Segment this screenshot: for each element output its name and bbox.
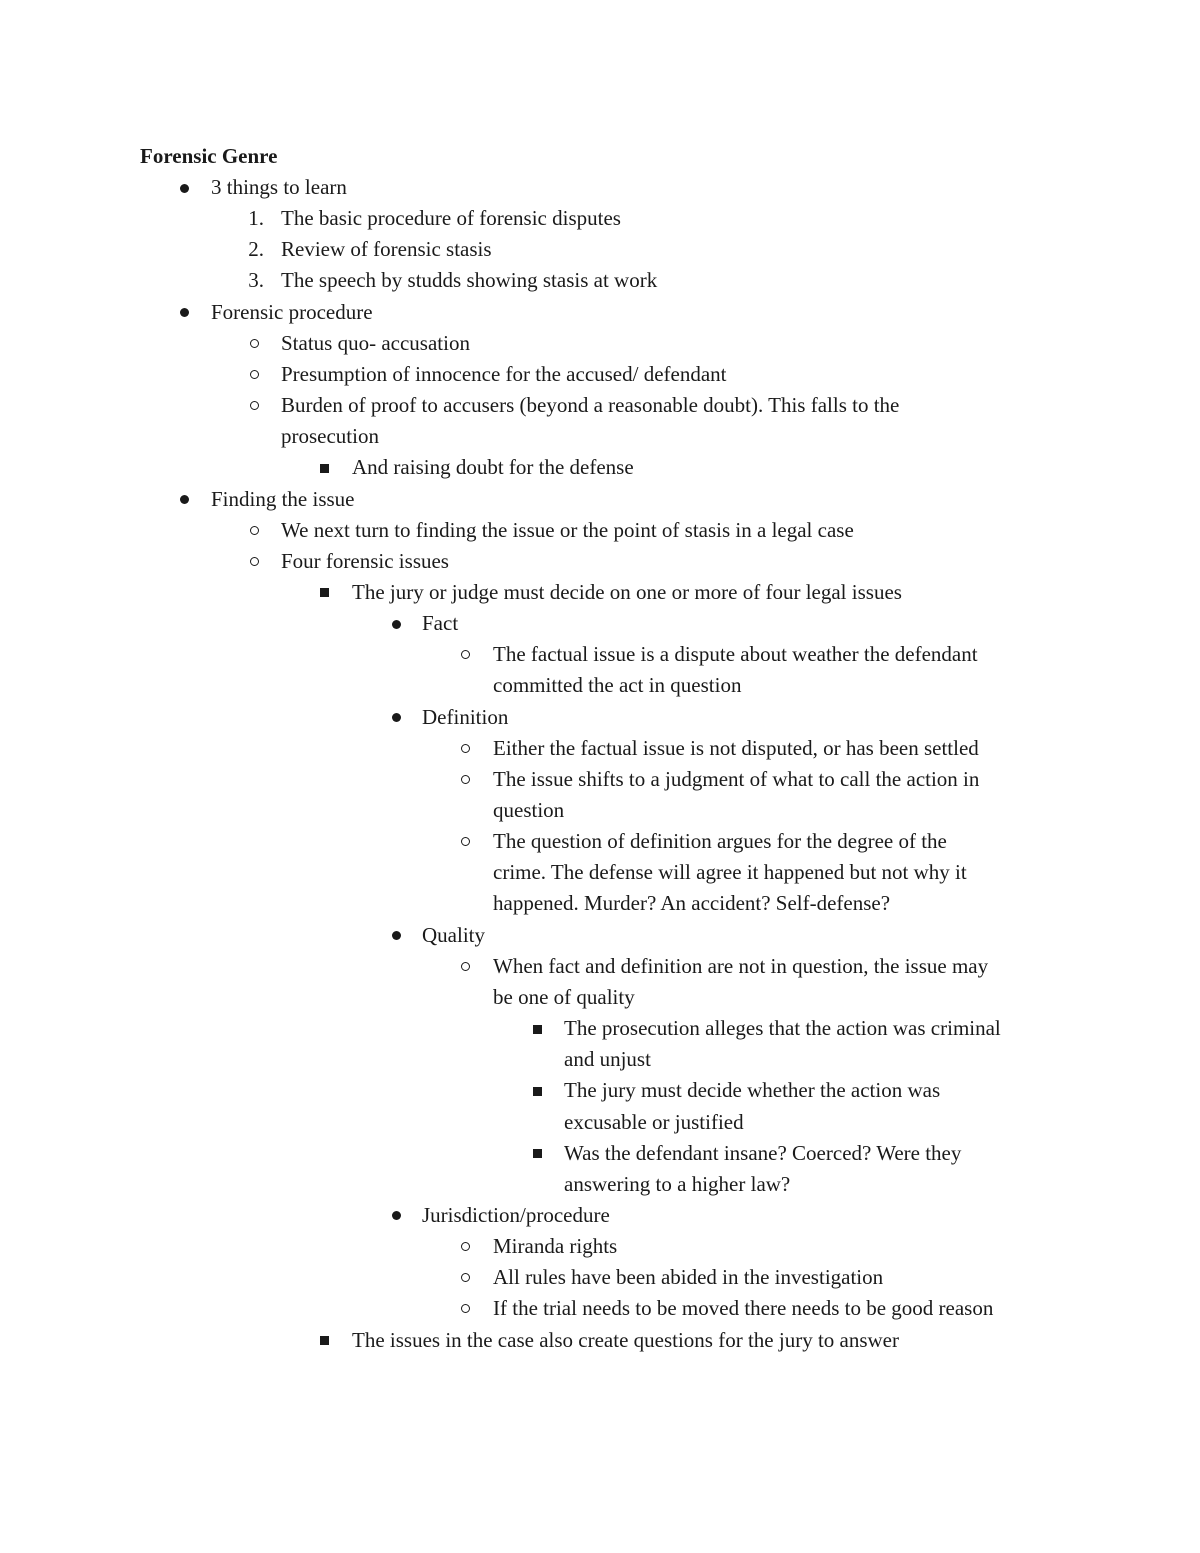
outline-line: The speech by studds showing stasis at work <box>281 268 658 293</box>
bullet-icon <box>392 1211 401 1220</box>
outline-line: All rules have been abided in the investigation <box>493 1265 884 1290</box>
outline-line: question <box>493 798 565 822</box>
outline-line: Burden of proof to accusers (beyond a reasonable doubt). This falls to the <box>281 393 900 418</box>
list-number: 3. <box>248 268 264 293</box>
bullet-icon <box>180 308 189 317</box>
bullet-icon <box>392 713 401 722</box>
hollow-bullet-icon <box>461 1242 470 1251</box>
hollow-bullet-icon <box>461 1304 470 1313</box>
square-bullet-icon <box>320 464 329 473</box>
list-number: 2. <box>248 237 264 262</box>
outline-line: Presumption of innocence for the accused/ defendant <box>281 361 727 386</box>
outline-line: The jury must decide whether the action was <box>564 1078 941 1103</box>
outline-line: Status quo- accusation <box>281 330 470 355</box>
outline-line: happened. Murder? An accident? Self-defense? <box>493 891 891 916</box>
outline-line: prosecution <box>281 424 379 449</box>
hollow-bullet-icon <box>461 775 470 784</box>
outline-line: Definition <box>422 704 509 729</box>
hollow-bullet-icon <box>461 837 470 846</box>
outline-line: Miranda rights <box>493 1234 618 1259</box>
outline-line: and unjust <box>564 1047 651 1072</box>
square-bullet-icon <box>533 1025 542 1034</box>
outline-line: Forensic procedure <box>211 299 373 324</box>
outline-line: And raising doubt for the defense <box>352 455 634 480</box>
outline-line: committed the act in question <box>493 673 742 698</box>
square-bullet-icon <box>533 1149 542 1158</box>
outline-line: When fact and definition are not in question, the issue may <box>493 953 989 978</box>
bullet-icon <box>392 931 401 940</box>
outline-line: Fact <box>422 611 459 636</box>
outline-line: be one of quality <box>493 984 635 1009</box>
outline-line: crime. The defense will agree it happened but not why it <box>493 860 967 885</box>
hollow-bullet-icon <box>250 401 259 410</box>
outline-line: If the trial needs to be moved there needs to be good reason <box>493 1296 994 1321</box>
hollow-bullet-icon <box>461 650 470 659</box>
square-bullet-icon <box>320 1336 329 1345</box>
outline-line: Either the factual issue is not disputed, or has been settled <box>493 735 979 760</box>
hollow-bullet-icon <box>461 962 470 971</box>
outline-line: The issues in the case also create questions for the jury to answer <box>352 1327 899 1352</box>
outline-line: The factual issue is a dispute about weather the defendant <box>493 642 978 667</box>
outline-line: The issue shifts to a judgment of what to call the action in <box>493 766 980 791</box>
outline-line: The basic procedure of forensic disputes <box>281 206 621 231</box>
outline-line: Four forensic issues <box>281 548 449 573</box>
hollow-bullet-icon <box>250 370 259 379</box>
outline-line: Finding the issue <box>211 486 355 511</box>
outline-line: answering to a higher law? <box>564 1171 791 1196</box>
outline-line: Review of forensic stasis <box>281 237 492 262</box>
hollow-bullet-icon <box>461 1273 470 1282</box>
outline-line: Was the defendant insane? Coerced? Were they <box>564 1140 962 1165</box>
outline-line: The jury or judge must decide on one or more of four legal issues <box>352 579 902 604</box>
outline-line: Quality <box>422 922 485 947</box>
outline-line: The question of definition argues for the degree of the <box>493 829 947 854</box>
list-number: 1. <box>248 206 264 231</box>
hollow-bullet-icon <box>250 526 259 535</box>
square-bullet-icon <box>320 588 329 597</box>
bullet-icon <box>180 495 189 504</box>
outline-line: We next turn to finding the issue or the point of stasis in a legal case <box>281 517 854 542</box>
square-bullet-icon <box>533 1087 542 1096</box>
hollow-bullet-icon <box>461 744 470 753</box>
hollow-bullet-icon <box>250 557 259 566</box>
outline-line: The prosecution alleges that the action was criminal <box>564 1016 1001 1041</box>
bullet-icon <box>392 620 401 629</box>
bullet-icon <box>180 184 189 193</box>
document-title: Forensic Genre <box>140 144 278 168</box>
outline-line: Jurisdiction/procedure <box>422 1202 610 1227</box>
outline-line: excusable or justified <box>564 1109 744 1134</box>
outline-line: 3 things to learn <box>211 175 347 199</box>
hollow-bullet-icon <box>250 339 259 348</box>
